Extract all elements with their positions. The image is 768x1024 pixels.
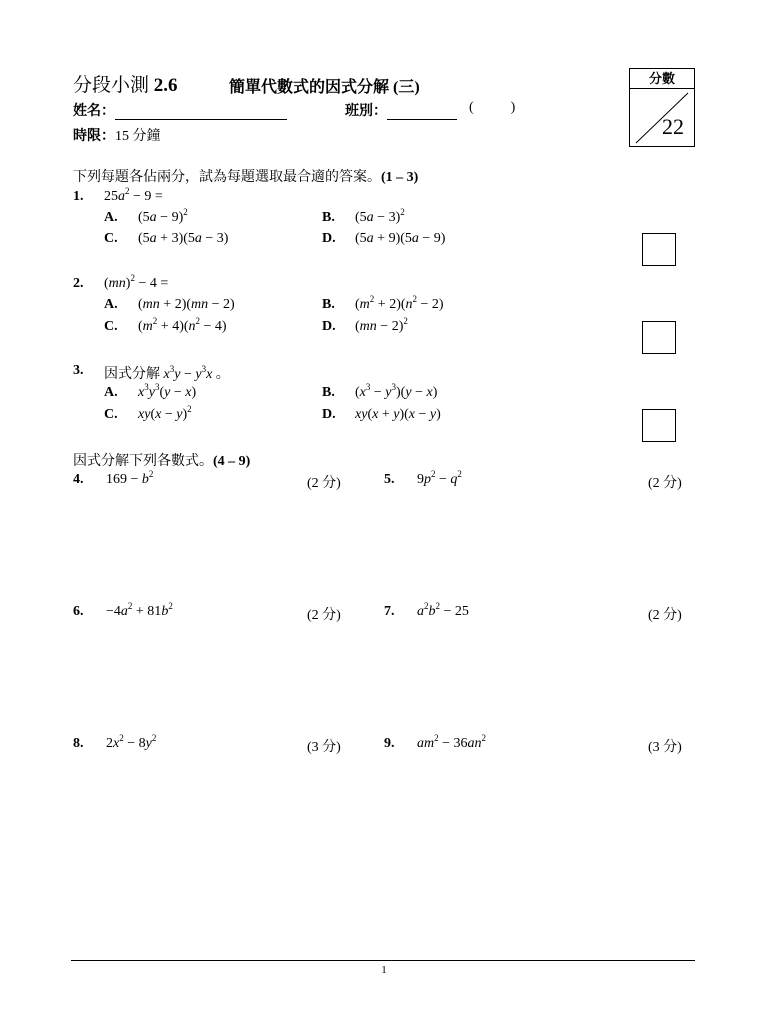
q7-number: 7. [384,604,395,619]
q8-number: 8. [73,736,84,751]
q3-number: 3. [73,363,84,378]
page-number: 1 [381,964,387,976]
title-main: 分段小測 [73,75,150,96]
q1-option-a[interactable]: $(5a - 9)^2$ [138,207,188,225]
q2-option-a[interactable]: (mn + 2)(mn − 2) [138,297,235,312]
class-blank[interactable] [387,105,457,120]
worksheet-topic: 簡單代數式的因式分解 (三) [229,79,420,96]
q1-option-d[interactable]: (5a + 9)(5a − 9) [355,231,446,246]
q6-marks: (2 分) [307,608,341,623]
q2-option-b[interactable]: $(m^2 + 2)(n^2 - 2)$ [355,294,444,312]
q3-answer-box[interactable] [642,409,676,442]
q3-option-c[interactable]: $xy(x - y)^2$ [138,404,192,422]
class-label: 班別： [345,104,387,119]
name-field [73,100,287,120]
q4-marks: (2 分) [307,476,341,491]
q7-marks: (2 分) [648,608,682,623]
q3-option-b[interactable]: $(x^3 - y^3)(y - x)$ [355,382,438,400]
title-code: 2.6 [153,75,178,96]
time-limit [73,125,161,145]
q2-option-d[interactable]: (mn − 2)$^2$ [355,316,408,334]
q4-number: 4. [73,472,84,487]
q5-marks: (2 分) [648,476,682,491]
q8-marks: (3 分) [307,740,341,755]
q2-label-d: D. [322,319,336,334]
q2-label-c: C. [104,319,118,334]
name-blank[interactable] [115,105,287,120]
q1-label-b: B. [322,210,335,225]
q1-label-c: C. [104,231,118,246]
q3-label-b: B. [322,385,335,400]
q1-answer-box[interactable] [642,233,676,266]
q2-stem: (mn)$^2$ − 4 = [104,273,169,291]
q7-expression: $a^2b^2 - 25$ [417,601,469,619]
q2-answer-box[interactable] [642,321,676,354]
q6-expression: $-4a^2 + 81b^2$ [106,601,173,619]
q3-option-a[interactable]: $x^3y^3(y - x)$ [138,382,197,400]
q2-label-b: B. [322,297,335,312]
name-label: 姓名： [73,104,115,119]
q2-label-a: A. [104,297,118,312]
q9-number: 9. [384,736,395,751]
score-label: 分數 [630,69,694,89]
q5-expression: $9p^2 - q^2$ [417,469,462,487]
q8-expression: $2x^2 - 8y^2$ [106,733,157,751]
q1-stem: $25a^2 - 9$ = [104,186,163,204]
q2-option-c[interactable]: $(m^2 + 4)(n^2 - 4)$ [138,316,227,334]
footer-divider [71,960,695,961]
time-value: 15 分鐘 [115,129,161,144]
class-field [345,100,457,120]
q1-label-d: D. [322,231,336,246]
q3-label-d: D. [322,407,336,422]
q3-stem: 因式分解 $x^3y - y^3x$ 。 [104,364,230,382]
q2-number: 2. [73,276,84,291]
q1-option-b[interactable]: $(5a - 3)^2$ [355,207,405,225]
q3-label-a: A. [104,385,118,400]
mc-range: (1 – 3) [381,170,419,185]
q1-number: 1. [73,189,84,204]
q3-option-d[interactable]: xy(x + y)(x − y) [355,407,441,422]
q5-number: 5. [384,472,395,487]
factor-range: (4 – 9) [213,454,251,469]
q1-label-a: A. [104,210,118,225]
q9-marks: (3 分) [648,740,682,755]
q1-option-c[interactable]: (5a + 3)(5a − 3) [138,231,229,246]
worksheet-title [73,70,178,97]
time-label: 時限： [73,129,115,144]
q3-label-c: C. [104,407,118,422]
score-total: 22 [662,114,684,139]
score-box [629,68,695,147]
factor-instruction: 因式分解下列各數式。(4 – 9) [73,454,251,469]
q9-expression: $am^2 - 36an^2$ [417,733,487,751]
mc-instruction: 下列每題各佔兩分，試為每題選取最合適的答案。(1 – 3) [73,170,419,185]
class-number-paren: ( ) [469,100,516,115]
q4-expression: $169 - b^2$ [106,469,154,487]
q6-number: 6. [73,604,84,619]
